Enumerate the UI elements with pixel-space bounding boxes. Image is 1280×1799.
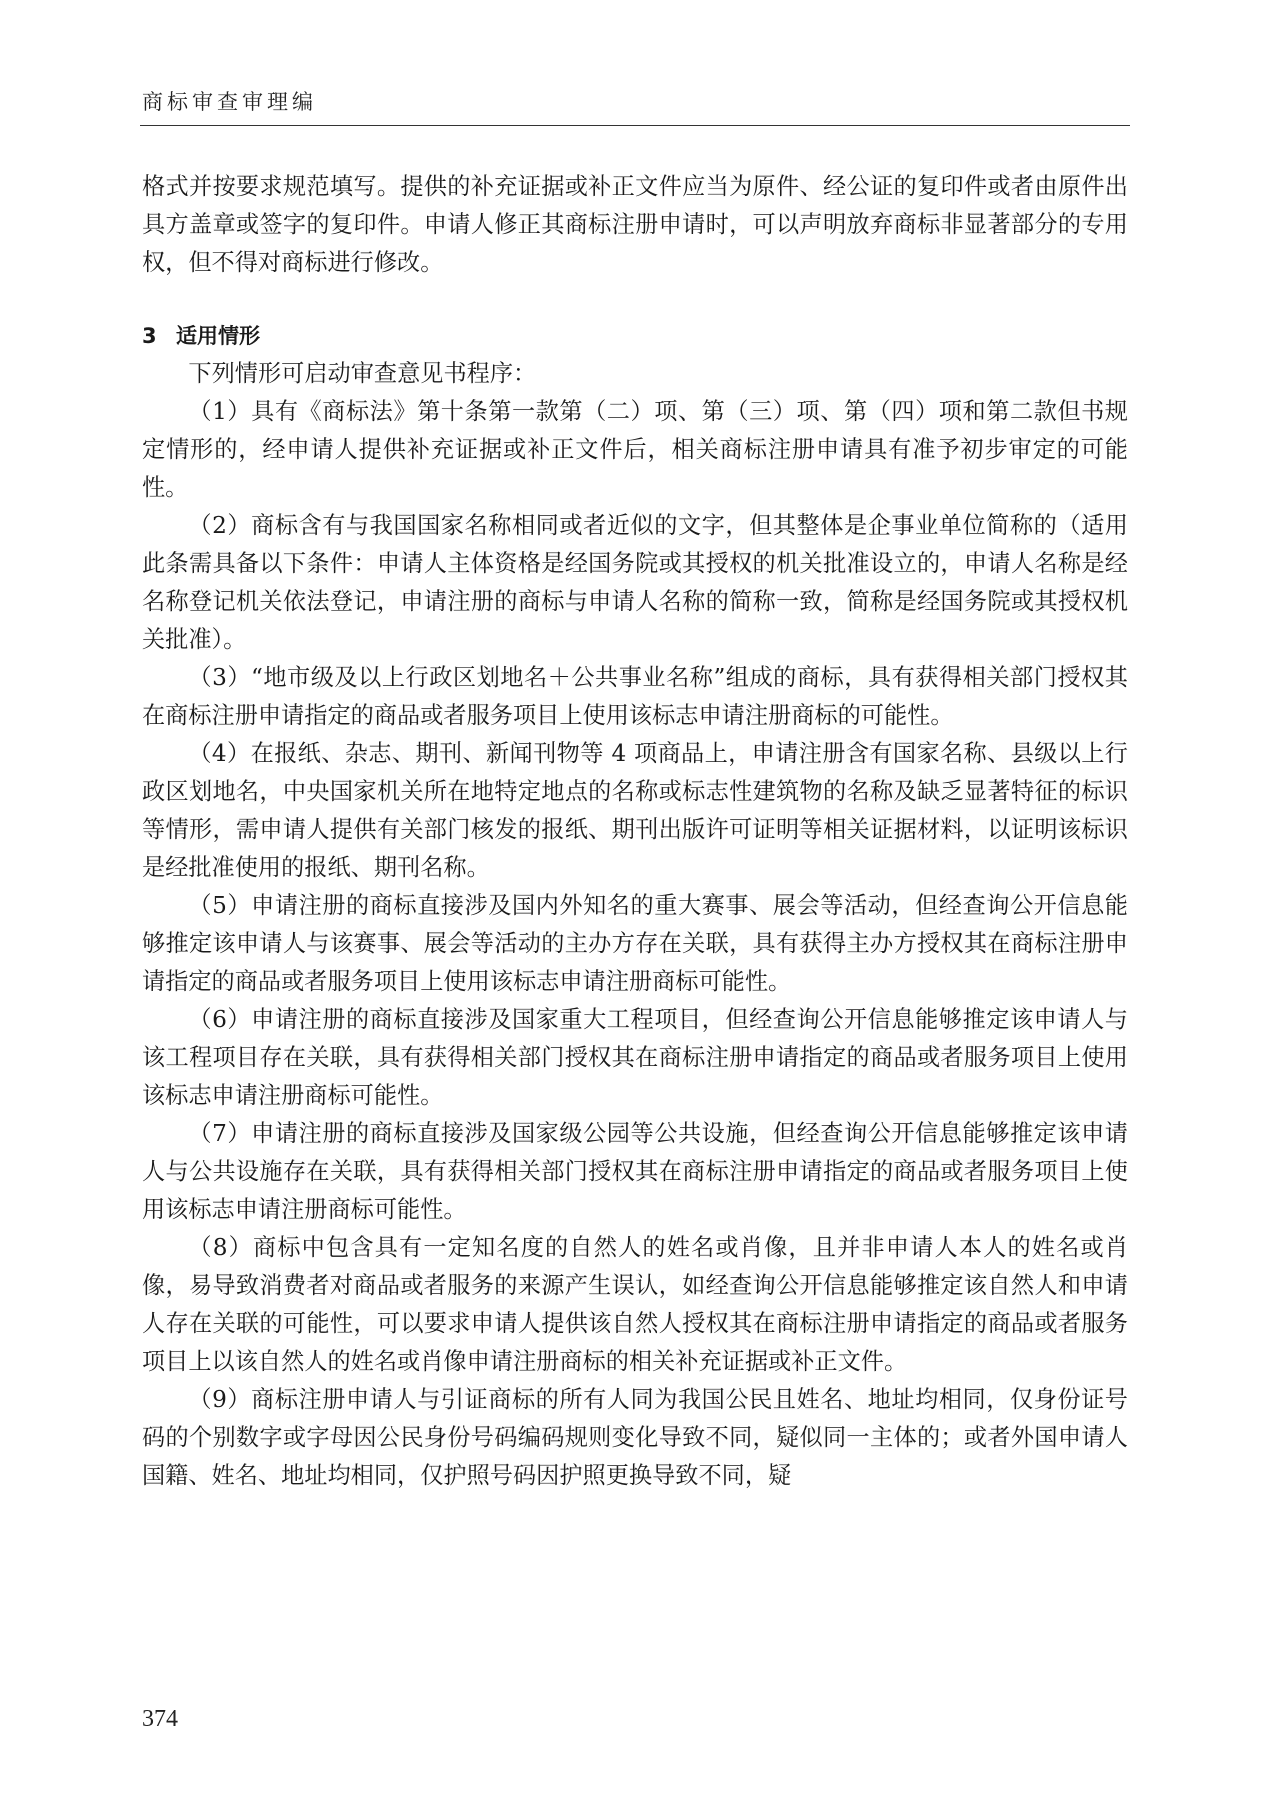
list-item-2: （2）商标含有与我国国家名称相同或者近似的文字，但其整体是企事业单位简称的（适用此条需具备以下条件：申请人主体资格是经国务院或其授权的机关批准设立的，申请人名称是经名称登记机关依法登记，申请注册的商标与申请人名称的简称一致，简称是经国务院或其授权机关批准）。: [142, 512, 1128, 653]
section-title: 适用情形: [176, 324, 260, 348]
page-number: 374: [142, 1706, 178, 1732]
continuation-paragraph: 格式并按要求规范填写。提供的补充证据或补正文件应当为原件、经公证的复印件或者由原件出具方盖章或签字的复印件。申请人修正其商标注册申请时，可以声明放弃商标非显著部分的专用权，但不得对商标进行修改。: [142, 173, 1128, 276]
list-item-3: （3）“地市级及以上行政区划地名＋公共事业名称”组成的商标，具有获得相关部门授权其在商标注册申请指定的商品或者服务项目上使用该标志申请注册商标的可能性。: [142, 664, 1128, 729]
section-number: 3: [142, 324, 157, 348]
list-item-4: （4）在报纸、杂志、期刊、新闻刊物等 4 项商品上，申请注册含有国家名称、县级以上行政区划地名，中央国家机关所在地特定地点的名称或标志性建筑物的名称及缺乏显著特征的标识等情形，需申请人提供有关部门核发的报纸、期刊出版许可证明等相关证据材料，以证明该标识是经批准使用的报纸、期刊名称。: [142, 740, 1128, 881]
list-item-5: （5）申请注册的商标直接涉及国内外知名的重大赛事、展会等活动，但经查询公开信息能够推定该申请人与该赛事、展会等活动的主办方存在关联，具有获得主办方授权其在商标注册申请指定的商品或者服务项目上使用该标志申请注册商标可能性。: [142, 892, 1128, 995]
intro-paragraph: 下列情形可启动审查意见书程序：: [188, 360, 537, 387]
list-item-6: （6）申请注册的商标直接涉及国家重大工程项目，但经查询公开信息能够推定该申请人与该工程项目存在关联，具有获得相关部门授权其在商标注册申请指定的商品或者服务项目上使用该标志申请注册商标可能性。: [142, 1006, 1128, 1109]
page-body: [142, 168, 1128, 1495]
header-divider: [140, 125, 1130, 126]
list-item-9: （9）商标注册申请人与引证商标的所有人同为我国公民且姓名、地址均相同，仅身份证号码的个别数字或字母因公民身份号码编码规则变化导致不同，疑似同一主体的；或者外国申请人国籍、姓名、地址均相同，仅护照号码因护照更换导致不同，疑: [142, 1386, 1128, 1489]
running-header-title: 商标审查审理编: [142, 90, 317, 114]
section-heading: [142, 317, 1128, 355]
list-item-7: （7）申请注册的商标直接涉及国家级公园等公共设施，但经查询公开信息能够推定该申请人与公共设施存在关联，具有获得相关部门授权其在商标注册申请指定的商品或者服务项目上使用该标志申请注册商标可能性。: [142, 1120, 1128, 1223]
list-item-1: （1）具有《商标法》第十条第一款第（二）项、第（三）项、第（四）项和第二款但书规定情形的，经申请人提供补充证据或补正文件后，相关商标注册申请具有准予初步审定的可能性。: [142, 398, 1128, 501]
list-item-8: （8）商标中包含具有一定知名度的自然人的姓名或肖像，且并非申请人本人的姓名或肖像，易导致消费者对商品或者服务的来源产生误认，如经查询公开信息能够推定该自然人和申请人存在关联的可能性，可以要求申请人提供该自然人授权其在商标注册申请指定的商品或者服务项目上以该自然人的姓名或肖像申请注册商标的相关补充证据或补正文件。: [142, 1234, 1128, 1375]
